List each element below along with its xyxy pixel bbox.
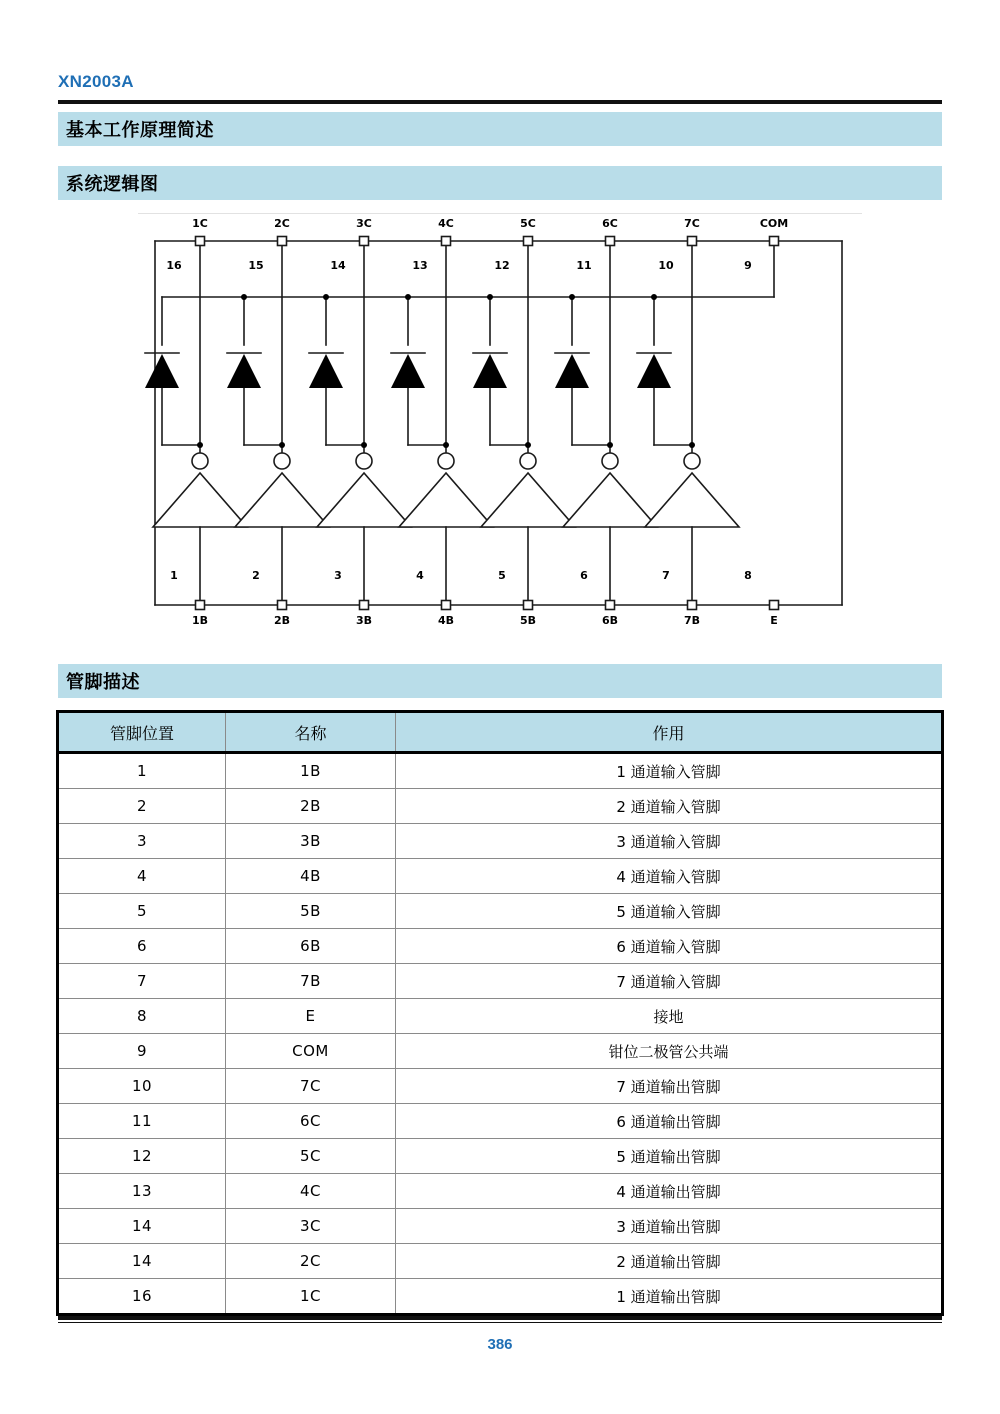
cell-pin-function: 7 通道输入管脚 — [396, 964, 943, 999]
pin-terminal-bottom-6B — [606, 601, 615, 610]
diode-anode-triangle-7 — [637, 354, 671, 388]
cell-pin-position: 16 — [58, 1279, 226, 1315]
table-row — [58, 894, 943, 929]
inverting-buffer-2 — [235, 473, 329, 527]
pin-terminal-bottom-E — [770, 601, 779, 610]
table-row — [58, 1034, 943, 1069]
bus-junction-dot-5 — [487, 294, 493, 300]
cell-pin-function: 钳位二极管公共端 — [396, 1034, 943, 1069]
pin-number-top-11: 11 — [576, 259, 592, 272]
pin-terminal-bottom-7B — [688, 601, 697, 610]
pin-number-top-14: 14 — [330, 259, 346, 272]
pin-label-bottom-3B: 3B — [355, 614, 373, 627]
pin-terminal-top-4C — [442, 237, 451, 246]
pin-description-table — [56, 710, 944, 1316]
pin-number-bottom-7: 7 — [662, 569, 670, 582]
cell-pin-function: 4 通道输出管脚 — [396, 1174, 943, 1209]
pin-label-top-6C: 6C — [602, 217, 618, 230]
section-header-pin-description-label: 管脚描述 — [66, 672, 140, 693]
pin-terminal-top-3C — [360, 237, 369, 246]
section-header-principle-label: 基本工作原理简述 — [66, 120, 214, 141]
footer-rule — [58, 1316, 942, 1320]
bus-junction-dot-2 — [241, 294, 247, 300]
cell-pin-position: 12 — [58, 1139, 226, 1174]
cell-pin-name: 6C — [226, 1104, 396, 1139]
cell-pin-name: 5C — [226, 1139, 396, 1174]
diode-anode-triangle-3 — [309, 354, 343, 388]
section-header-logic-diagram-label: 系统逻辑图 — [66, 174, 159, 195]
pin-terminal-top-7C — [688, 237, 697, 246]
table-row — [58, 1069, 943, 1104]
table-row — [58, 964, 943, 999]
pin-number-bottom-2: 2 — [252, 569, 260, 582]
channel-node-dot-6 — [607, 442, 613, 448]
cell-pin-position: 9 — [58, 1034, 226, 1069]
inverting-buffer-7 — [645, 473, 739, 527]
table-row — [58, 789, 943, 824]
pin-terminal-top-COM — [770, 237, 779, 246]
page-title: XN2003A — [58, 72, 134, 91]
table-row — [58, 1279, 943, 1315]
pin-number-top-13: 13 — [412, 259, 428, 272]
cell-pin-position: 1 — [58, 753, 226, 789]
page-number: 386 — [487, 1336, 513, 1353]
cell-pin-function: 2 通道输出管脚 — [396, 1244, 943, 1279]
pin-label-bottom-5B: 5B — [519, 614, 537, 627]
bus-junction-dot-4 — [405, 294, 411, 300]
table-row — [58, 1244, 943, 1279]
pin-label-top-7C: 7C — [684, 217, 700, 230]
pin-terminal-bottom-1B — [196, 601, 205, 610]
cell-pin-position: 5 — [58, 894, 226, 929]
cell-pin-position: 13 — [58, 1174, 226, 1209]
cell-pin-name: 1B — [226, 753, 396, 789]
cell-pin-function: 2 通道输入管脚 — [396, 789, 943, 824]
cell-pin-name: 1C — [226, 1279, 396, 1315]
cell-pin-function: 5 通道输入管脚 — [396, 894, 943, 929]
inverting-buffer-6 — [563, 473, 657, 527]
bus-junction-dot-7 — [651, 294, 657, 300]
inverter-bubble-5 — [520, 453, 536, 469]
footer-rule-thin — [58, 1322, 942, 1323]
inverter-bubble-1 — [192, 453, 208, 469]
section-header-logic-diagram — [58, 166, 942, 200]
pin-number-top-16: 16 — [166, 259, 182, 272]
channel-node-dot-1 — [197, 442, 203, 448]
cell-pin-position: 8 — [58, 999, 226, 1034]
logic-diagram-svg — [130, 205, 870, 645]
table-row — [58, 1174, 943, 1209]
pin-label-bottom-7B: 7B — [683, 614, 701, 627]
pin-terminal-bottom-3B — [360, 601, 369, 610]
table-row — [58, 824, 943, 859]
cell-pin-function: 7 通道输出管脚 — [396, 1069, 943, 1104]
section-header-principle — [58, 112, 942, 146]
cell-pin-name: 3B — [226, 824, 396, 859]
system-logic-diagram — [130, 205, 870, 645]
pin-label-top-3C: 3C — [356, 217, 372, 230]
table-row — [58, 1104, 943, 1139]
channel-node-dot-3 — [361, 442, 367, 448]
diode-anode-triangle-6 — [555, 354, 589, 388]
pin-terminal-bottom-5B — [524, 601, 533, 610]
table-row — [58, 999, 943, 1034]
cell-pin-name: 7C — [226, 1069, 396, 1104]
cell-pin-position: 3 — [58, 824, 226, 859]
cell-pin-function: 6 通道输入管脚 — [396, 929, 943, 964]
inverting-buffer-5 — [481, 473, 575, 527]
cell-pin-name: 4B — [226, 859, 396, 894]
cell-pin-position: 7 — [58, 964, 226, 999]
cell-pin-name: 3C — [226, 1209, 396, 1244]
cell-pin-function: 6 通道输出管脚 — [396, 1104, 943, 1139]
pin-label-top-1C: 1C — [192, 217, 208, 230]
pin-number-bottom-1: 1 — [170, 569, 178, 582]
channel-node-dot-5 — [525, 442, 531, 448]
inverting-buffer-4 — [399, 473, 493, 527]
pin-terminal-top-5C — [524, 237, 533, 246]
pin-label-top-COM: COM — [759, 217, 789, 230]
column-header-name: 名称 — [226, 712, 396, 753]
bus-junction-dot-6 — [569, 294, 575, 300]
cell-pin-position: 2 — [58, 789, 226, 824]
cell-pin-function: 1 通道输出管脚 — [396, 1279, 943, 1315]
channel-node-dot-7 — [689, 442, 695, 448]
pin-label-top-5C: 5C — [520, 217, 536, 230]
cell-pin-name: 6B — [226, 929, 396, 964]
title-rule — [58, 100, 942, 104]
pin-number-bottom-6: 6 — [580, 569, 588, 582]
cell-pin-name: COM — [226, 1034, 396, 1069]
pin-terminal-top-2C — [278, 237, 287, 246]
inverter-bubble-7 — [684, 453, 700, 469]
pin-label-top-2C: 2C — [274, 217, 290, 230]
bus-junction-dot-3 — [323, 294, 329, 300]
inverting-buffer-1 — [153, 473, 247, 527]
cell-pin-function: 接地 — [396, 999, 943, 1034]
table-row — [58, 753, 943, 789]
pin-label-bottom-4B: 4B — [437, 614, 455, 627]
pin-terminal-bottom-4B — [442, 601, 451, 610]
pin-number-bottom-5: 5 — [498, 569, 506, 582]
table-header-row — [58, 712, 943, 753]
table-row — [58, 929, 943, 964]
inverting-buffer-3 — [317, 473, 411, 527]
cell-pin-name: 2B — [226, 789, 396, 824]
inverter-bubble-3 — [356, 453, 372, 469]
table-row — [58, 859, 943, 894]
cell-pin-name: 5B — [226, 894, 396, 929]
section-header-pin-description — [58, 664, 942, 698]
pin-number-bottom-3: 3 — [334, 569, 342, 582]
inverter-bubble-2 — [274, 453, 290, 469]
column-header-function: 作用 — [396, 712, 943, 753]
diode-anode-triangle-5 — [473, 354, 507, 388]
pin-label-bottom-6B: 6B — [601, 614, 619, 627]
pin-number-top-15: 15 — [248, 259, 264, 272]
cell-pin-function: 3 通道输入管脚 — [396, 824, 943, 859]
pin-number-top-12: 12 — [494, 259, 510, 272]
pin-label-bottom-E: E — [770, 614, 778, 627]
inverter-bubble-6 — [602, 453, 618, 469]
cell-pin-position: 14 — [58, 1209, 226, 1244]
channel-node-dot-4 — [443, 442, 449, 448]
cell-pin-position: 10 — [58, 1069, 226, 1104]
pin-terminal-bottom-2B — [278, 601, 287, 610]
pin-number-top-10: 10 — [658, 259, 674, 272]
diode-anode-triangle-4 — [391, 354, 425, 388]
cell-pin-position: 4 — [58, 859, 226, 894]
table-row — [58, 1209, 943, 1244]
cell-pin-position: 6 — [58, 929, 226, 964]
cell-pin-name: 7B — [226, 964, 396, 999]
pin-label-top-4C: 4C — [438, 217, 454, 230]
pin-label-bottom-1B: 1B — [191, 614, 209, 627]
cell-pin-function: 3 通道输出管脚 — [396, 1209, 943, 1244]
pin-terminal-top-1C — [196, 237, 205, 246]
pin-number-bottom-4: 4 — [416, 569, 424, 582]
pin-label-bottom-2B: 2B — [273, 614, 291, 627]
cell-pin-name: 4C — [226, 1174, 396, 1209]
diode-anode-triangle-1 — [145, 354, 179, 388]
cell-pin-position: 11 — [58, 1104, 226, 1139]
pin-number-top-9: 9 — [744, 259, 752, 272]
table-row — [58, 1139, 943, 1174]
cell-pin-function: 1 通道输入管脚 — [396, 753, 943, 789]
cell-pin-function: 5 通道输出管脚 — [396, 1139, 943, 1174]
cell-pin-name: 2C — [226, 1244, 396, 1279]
channel-node-dot-2 — [279, 442, 285, 448]
column-header-position: 管脚位置 — [58, 712, 226, 753]
cell-pin-position: 14 — [58, 1244, 226, 1279]
inverter-bubble-4 — [438, 453, 454, 469]
cell-pin-name: E — [226, 999, 396, 1034]
pin-terminal-top-6C — [606, 237, 615, 246]
pin-number-bottom-8: 8 — [744, 569, 752, 582]
diode-anode-triangle-2 — [227, 354, 261, 388]
cell-pin-function: 4 通道输入管脚 — [396, 859, 943, 894]
